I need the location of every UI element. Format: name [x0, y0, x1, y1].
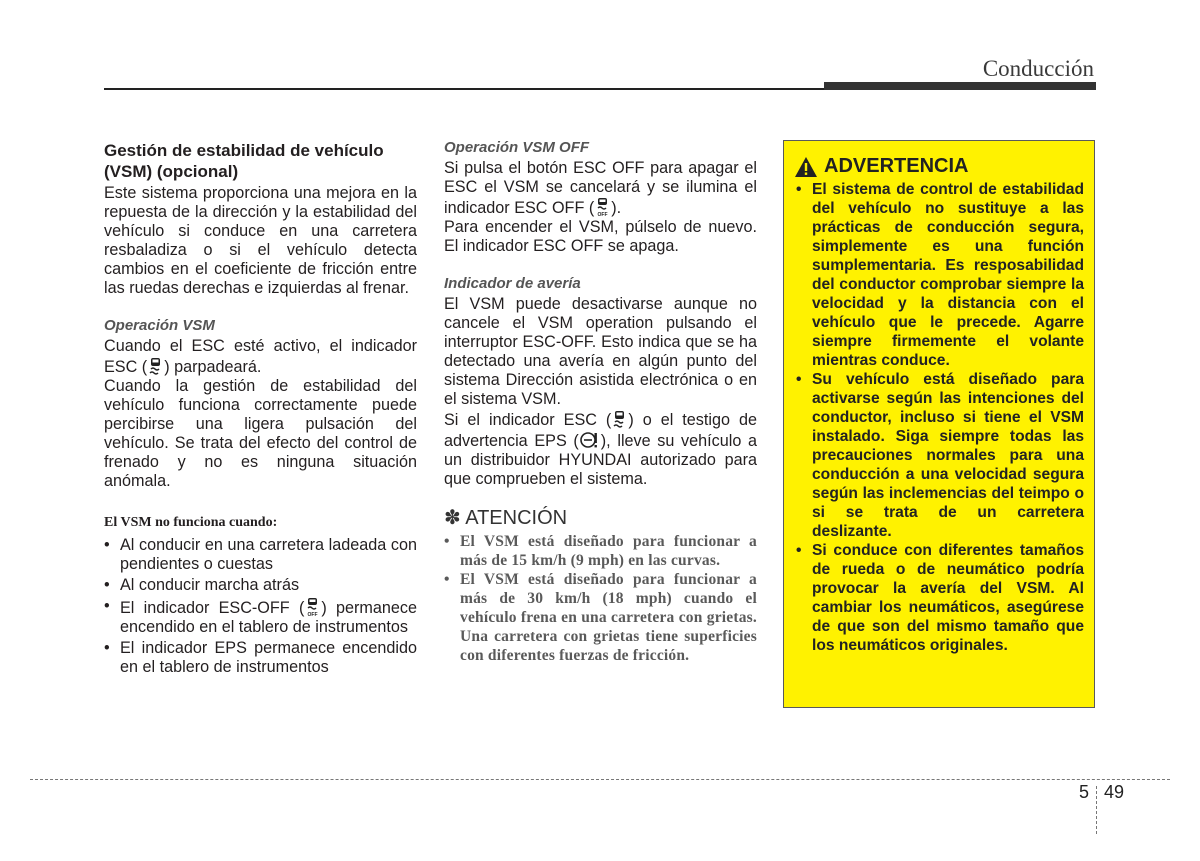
- fault-paragraph-1: El VSM puede desactivarse aunque no cancele el VSM operation pulsando el interruptor ESC-OFF. Esto indica que se ha detectado una avería en algún punto del sistema Dirección asistida electrónica o en el sistema VSM.: [444, 295, 757, 408]
- warning-triangle-icon: [794, 156, 818, 178]
- text: El indicador ESC-OFF (: [120, 599, 305, 617]
- fault-paragraph-2: [444, 409, 757, 489]
- esc-off-icon: [304, 597, 321, 617]
- text: Si pulsa el botón ESC OFF para apagar el ESC el VSM se cancelará y se ilumina el indicador ESC OFF (: [444, 159, 757, 217]
- page-number: 49: [1104, 782, 1125, 802]
- list-item: • Su vehículo está diseñado para activarse según las intenciones del conductor, incluso si tiene el VSM instalado. Siga siempre todas las precauciones normales para una conducción a una velocidad segura según las inclemencias del teimpo o si se trata de un carretera deslizante.: [794, 370, 1084, 541]
- text: ) permanece encendido en el tablero de instrumentos: [120, 599, 417, 636]
- text: ).: [611, 199, 622, 217]
- op-off-paragraph-2: Para encender el VSM, púlselo de nuevo. El indicador ESC OFF se apaga.: [444, 218, 757, 255]
- no-funciona-list: [104, 536, 417, 677]
- list-item: • Al conducir en una carretera ladeada con pendientes o cuestas: [104, 536, 417, 574]
- footer-rule: [30, 779, 1170, 780]
- text: Cuando el ESC esté activo, el indicador ESC (: [104, 337, 417, 376]
- section-number: 5: [1079, 782, 1090, 802]
- list-item: • El sistema de control de estabilidad del vehículo no sustituye a las prácticas de conducción segura, simplemente es una función sumplementaria. Es resposabilidad del conductor comprobar siempre la velocidad y la distancia con el vehículo que le precede. Agarre siempre firmemente el volante mientras conduce.: [794, 180, 1084, 370]
- list-item: • El indicador EPS permanece encendido en el tablero de instrumentos: [104, 639, 417, 677]
- warning-title-text: ADVERTENCIA: [824, 155, 969, 177]
- section-title: Gestión de estabilidad de vehículo (VSM) (opcional): [104, 141, 384, 181]
- warning-list: [794, 180, 1084, 655]
- esc-off-icon: [594, 197, 611, 217]
- atencion-list: [444, 532, 757, 665]
- svg-text:OFF: OFF: [597, 212, 608, 217]
- svg-text:OFF: OFF: [307, 612, 318, 617]
- text: ), lleve su vehículo a un distribuidor HYUNDAI autorizado para que comprueben el sistema.: [444, 432, 758, 488]
- op-vsm-paragraph-2: Cuando la gestión de estabilidad del vehículo funciona correctamente puede percibirse una ligera pulsación del vehículo. Se trata del efecto del control de frenado y no es ninguna situación anómala.: [104, 377, 417, 490]
- atencion-title: ✽ ATENCIÓN: [444, 507, 568, 529]
- list-item: • El VSM está diseñado para funcionar a más de 15 km/h (9 mph) en las curvas.: [444, 532, 757, 570]
- warning-box: [783, 140, 1095, 708]
- op-vsm-paragraph-1: [104, 337, 417, 377]
- column-left: [104, 140, 417, 679]
- list-item: • El VSM está diseñado para funcionar a más de 30 km/h (18 mph) cuando el vehículo frena en una carretera con grietas. Una carretera con grietas tiene superficies con diferentes fuerzas de fricción.: [444, 570, 757, 665]
- text: ) parpadeará.: [164, 358, 262, 376]
- subheading-no-funciona: El VSM no funciona cuando:: [104, 515, 278, 530]
- esc-car-skid-icon: [611, 409, 628, 429]
- eps-warning-icon: [579, 430, 601, 450]
- column-middle: [444, 140, 757, 665]
- page-header-title: Conducción: [982, 56, 1094, 81]
- warning-title: [794, 155, 1084, 178]
- subheading-operacion-vsm: Operación VSM: [104, 317, 215, 334]
- text: ) o el testigo de advertencia EPS (: [444, 411, 757, 450]
- list-item: • Al conducir marcha atrás: [104, 576, 417, 595]
- intro-paragraph: Este sistema proporciona una mejora en la repuesta de la dirección y la estabilidad del vehículo si conduce en una carretera resbaladiza o si el vehículo detecta cambios en el coeficiente de fricción entre las ruedas derechas e izquierdas al frenar.: [104, 184, 417, 297]
- subheading-indicador-averia: Indicador de avería: [444, 275, 581, 292]
- list-item: [104, 597, 417, 637]
- list-item: • Si conduce con diferentes tamaños de rueda o de neumático podría provocar la avería del VSM. Al cambiar los neumáticos, asegúrese de que son del mismo tamaño que los neumáticos originales.: [794, 541, 1084, 655]
- text: Si el indicador ESC (: [444, 411, 612, 429]
- subheading-operacion-vsm-off: Operación VSM OFF: [444, 139, 590, 156]
- header-rule-accent: [824, 82, 1096, 90]
- esc-car-skid-icon: [147, 356, 164, 376]
- footer-divider: [1096, 786, 1097, 834]
- op-off-paragraph-1: [444, 159, 757, 218]
